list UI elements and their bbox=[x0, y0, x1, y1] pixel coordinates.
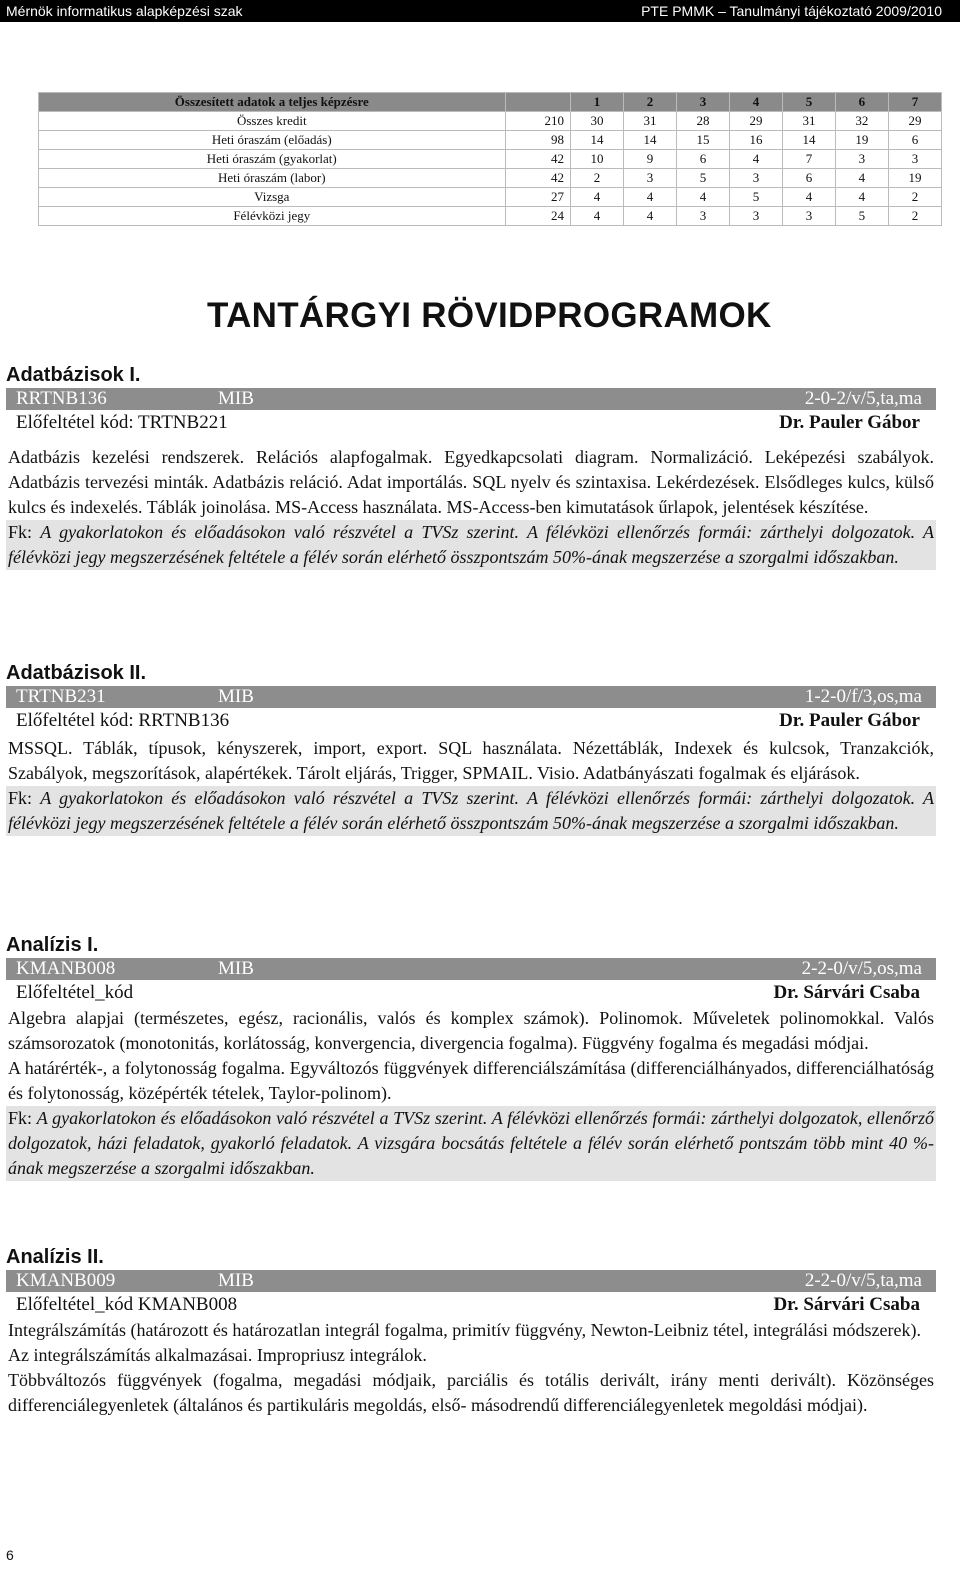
page-header bbox=[0, 0, 960, 22]
course-description bbox=[6, 1006, 936, 1106]
table-cell: 14 bbox=[571, 131, 624, 150]
course-department: MIB bbox=[218, 958, 254, 979]
table-header-cell: 2 bbox=[624, 93, 677, 112]
table-cell: 6 bbox=[888, 131, 941, 150]
course-title: Adatbázisok I. bbox=[6, 364, 141, 386]
table-row bbox=[39, 112, 942, 131]
course-prereq-row bbox=[6, 708, 936, 734]
table-cell: 3 bbox=[835, 150, 888, 169]
table-cell: 4 bbox=[835, 169, 888, 188]
table-cell: 210 bbox=[505, 112, 570, 131]
course-prerequisite: Előfeltétel kód: RRTNB136 bbox=[16, 710, 230, 731]
table-header-cell: 4 bbox=[729, 93, 782, 112]
course-department: MIB bbox=[218, 686, 254, 707]
course-department: MIB bbox=[218, 388, 254, 409]
course-code: KMANB009 bbox=[16, 1270, 116, 1291]
table-header-cell: 5 bbox=[782, 93, 835, 112]
description-paragraph: MSSQL. Táblák, típusok, kényszerek, import, export. SQL használata. Nézettáblák, Indexek és kulcsok, Tranzakciók, Szabályok, megszorítások, alapértékek. Tárolt eljárás, Trigger, SPMAIL. Visio. Adatbányászati fogalmak és eljárások. bbox=[8, 738, 934, 783]
course-block bbox=[6, 362, 936, 570]
table-cell: 3 bbox=[782, 207, 835, 226]
table-cell: Félévközi jegy bbox=[39, 207, 506, 226]
page-number: 6 bbox=[6, 1547, 14, 1563]
table-cell: 31 bbox=[782, 112, 835, 131]
requirements-text: A gyakorlatokon és előadásokon való részvétel a TVSz szerint. A félévközi ellenőrzés formái: zárthelyi dolgozatok, ellenőrző dolgozatok, házi feladatok, gyakorló feladatok. A vizsgára bocsátás feltétele a félév során elérhető pontszám több mint 40 %-ának megszerzése a szorgalmi időszakban. bbox=[8, 1108, 935, 1178]
course-block bbox=[6, 932, 936, 1181]
course-hours: 2-0-2/v/5,ta,ma bbox=[804, 388, 922, 409]
table-cell: 4 bbox=[571, 188, 624, 207]
description-paragraph: Algebra alapjai (természetes, egész, racionális, valós és komplex számok). Polinomok. Műveletek polinomokkal. Valós számsorozatok (monotonitás, korlátosság, konvergencia, divergencia fogalma). Függvény fogalma és megadási módjai. bbox=[8, 1008, 934, 1053]
course-lecturer: Dr. Sárvári Csaba bbox=[773, 982, 920, 1003]
course-code: TRTNB231 bbox=[16, 686, 106, 707]
table-cell: Vizsga bbox=[39, 188, 506, 207]
table-cell: 3 bbox=[624, 169, 677, 188]
course-lecturer: Dr. Sárvári Csaba bbox=[773, 1294, 920, 1315]
table-cell: 4 bbox=[624, 188, 677, 207]
description-paragraph: A határérték-, a folytonosság fogalma. Egyváltozós függvények differenciálszámítása (differenciálhányados, differenciálhatóság és folytonosság, középérték tételek, Taylor-polinom). bbox=[8, 1058, 934, 1103]
course-department: MIB bbox=[218, 1270, 254, 1291]
table-cell: 5 bbox=[676, 169, 729, 188]
table-cell: 42 bbox=[505, 169, 570, 188]
table-cell: 42 bbox=[505, 150, 570, 169]
table-cell: 16 bbox=[729, 131, 782, 150]
table-row bbox=[39, 150, 942, 169]
course-code: KMANB008 bbox=[16, 958, 116, 979]
course-block bbox=[6, 660, 936, 836]
table-cell: 32 bbox=[835, 112, 888, 131]
course-code: RRTNB136 bbox=[16, 388, 107, 409]
table-cell: 4 bbox=[782, 188, 835, 207]
table-cell: 7 bbox=[782, 150, 835, 169]
header-right: PTE PMMK – Tanulmányi tájékoztató 2009/2010 bbox=[641, 3, 942, 19]
table-cell: 19 bbox=[835, 131, 888, 150]
table-row bbox=[39, 131, 942, 150]
course-requirements bbox=[6, 520, 936, 570]
course-requirements bbox=[6, 786, 936, 836]
course-lecturer: Dr. Pauler Gábor bbox=[779, 710, 920, 731]
table-cell: 29 bbox=[888, 112, 941, 131]
table-cell: 4 bbox=[676, 188, 729, 207]
description-paragraph: Többváltozós függvények (fogalma, megadási módjaik, parciális és totális derivált, irány menti derivált). Közönséges differenciálegyenletek (általános és partikuláris megoldás, első- másodrendű differenciálegyenletek megoldási módjai). bbox=[8, 1370, 934, 1415]
table-cell: 5 bbox=[835, 207, 888, 226]
table-cell: 3 bbox=[729, 169, 782, 188]
course-hours: 2-2-0/v/5,ta,ma bbox=[804, 1270, 922, 1291]
description-paragraph: Adatbázis kezelési rendszerek. Relációs alapfogalmak. Egyedkapcsolati diagram. Normalizáció. Leképezési szabályok. Adatbázis tervezési minták. Adatbázis reláció. Adat importálás. SQL nyelv és szintaxisa. Lekérdezések. Elsődleges kulcs, külső kulcs és indexelés. Táblák joinolása. MS-Access használata. MS-Access-ben kimutatások űrlapok, jelentések készítése. bbox=[8, 447, 934, 517]
course-block bbox=[6, 1244, 936, 1418]
table-cell: Heti óraszám (előadás) bbox=[39, 131, 506, 150]
table-cell: 14 bbox=[782, 131, 835, 150]
table-cell: 3 bbox=[729, 207, 782, 226]
table-cell: 4 bbox=[624, 207, 677, 226]
table-cell: 4 bbox=[571, 207, 624, 226]
table-cell: 2 bbox=[888, 207, 941, 226]
table-cell: Heti óraszám (labor) bbox=[39, 169, 506, 188]
requirements-label: Fk: bbox=[8, 788, 33, 808]
table-cell: 31 bbox=[624, 112, 677, 131]
course-prerequisite: Előfeltétel_kód bbox=[16, 982, 134, 1003]
table-cell: 15 bbox=[676, 131, 729, 150]
course-description bbox=[6, 736, 936, 786]
course-prerequisite: Előfeltétel kód: TRTNB221 bbox=[16, 412, 228, 433]
requirements-text: A gyakorlatokon és előadásokon való részvétel a TVSz szerint. A félévközi ellenőrzés formái: zárthelyi dolgozatok. A félévközi jegy megszerzésének feltétele a félév során elérhető összpontszám 50%-ának megszerzése a szorgalmi időszakban. bbox=[8, 788, 934, 833]
table-cell: Heti óraszám (gyakorlat) bbox=[39, 150, 506, 169]
course-title: Adatbázisok II. bbox=[6, 662, 147, 684]
table-cell: 10 bbox=[571, 150, 624, 169]
summary-table bbox=[38, 92, 942, 226]
course-title: Analízis II. bbox=[6, 1246, 104, 1268]
table-cell: 4 bbox=[835, 188, 888, 207]
description-paragraph: Az integrálszámítás alkalmazásai. Impropriusz integrálok. bbox=[8, 1345, 427, 1365]
table-cell: 30 bbox=[571, 112, 624, 131]
table-cell: 2 bbox=[888, 188, 941, 207]
table-row bbox=[39, 207, 942, 226]
table-cell: 19 bbox=[888, 169, 941, 188]
table-cell: 24 bbox=[505, 207, 570, 226]
table-header-cell: 7 bbox=[888, 93, 941, 112]
table-cell: 4 bbox=[729, 150, 782, 169]
course-description bbox=[6, 445, 936, 520]
table-header-cell: Összesített adatok a teljes képzésre bbox=[39, 93, 506, 112]
table-header-cell: 3 bbox=[676, 93, 729, 112]
table-cell: 5 bbox=[729, 188, 782, 207]
course-prereq-row bbox=[6, 980, 936, 1006]
table-header-cell: 6 bbox=[835, 93, 888, 112]
table-cell: 6 bbox=[676, 150, 729, 169]
description-paragraph: Integrálszámítás (határozott és határozatlan integrál fogalma, primitív függvény, Newton-Leibniz tétel, integrálási módszerek). bbox=[8, 1320, 921, 1340]
course-description bbox=[6, 1318, 936, 1418]
course-code-bar bbox=[6, 958, 936, 980]
section-title: TANTÁRGYI RÖVIDPROGRAMOK bbox=[207, 296, 772, 335]
course-prerequisite: Előfeltétel_kód KMANB008 bbox=[16, 1294, 238, 1315]
table-header-row bbox=[39, 93, 942, 112]
header-left: Mérnök informatikus alapképzési szak bbox=[6, 3, 243, 19]
table-cell: 98 bbox=[505, 131, 570, 150]
course-lecturer: Dr. Pauler Gábor bbox=[779, 412, 920, 433]
table-row bbox=[39, 188, 942, 207]
requirements-label: Fk: bbox=[8, 522, 33, 542]
course-prereq-row bbox=[6, 1292, 936, 1318]
table-cell: 28 bbox=[676, 112, 729, 131]
table-header-cell: 1 bbox=[571, 93, 624, 112]
course-title: Analízis I. bbox=[6, 934, 99, 956]
table-cell: 3 bbox=[888, 150, 941, 169]
table-cell: 29 bbox=[729, 112, 782, 131]
table-cell: 14 bbox=[624, 131, 677, 150]
table-cell: 9 bbox=[624, 150, 677, 169]
course-code-bar bbox=[6, 686, 936, 708]
course-hours: 1-2-0/f/3,os,ma bbox=[804, 686, 922, 707]
table-cell: 6 bbox=[782, 169, 835, 188]
table-cell: 2 bbox=[571, 169, 624, 188]
table-row bbox=[39, 169, 942, 188]
table-cell: Összes kredit bbox=[39, 112, 506, 131]
course-requirements bbox=[6, 1106, 936, 1181]
course-code-bar bbox=[6, 388, 936, 410]
requirements-label: Fk: bbox=[8, 1108, 33, 1128]
course-prereq-row bbox=[6, 410, 936, 436]
requirements-text: A gyakorlatokon és előadásokon való részvétel a TVSz szerint. A félévközi ellenőrzés formái: zárthelyi dolgozatok. A félévközi jegy megszerzésének feltétele a félév során elérhető összpontszám 50%-ának megszerzése a szorgalmi időszakban. bbox=[8, 522, 934, 567]
table-header-cell bbox=[505, 93, 570, 112]
table-cell: 27 bbox=[505, 188, 570, 207]
course-hours: 2-2-0/v/5,os,ma bbox=[801, 958, 922, 979]
course-code-bar bbox=[6, 1270, 936, 1292]
table-cell: 3 bbox=[676, 207, 729, 226]
